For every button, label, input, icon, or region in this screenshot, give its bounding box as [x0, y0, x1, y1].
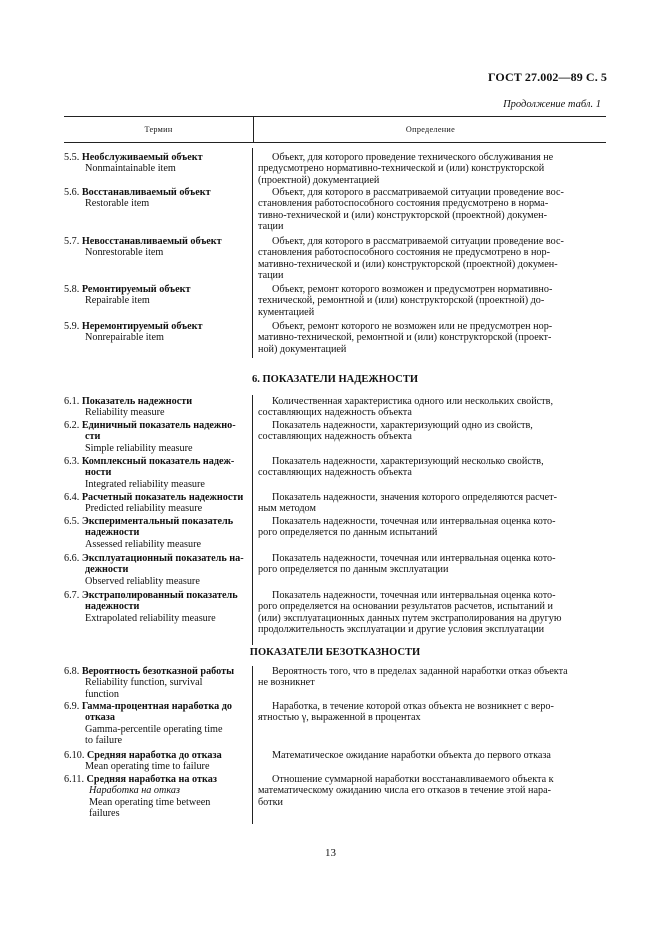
- definition-6-5: Показатель надежности, точечная или интервальная оценка кото- рого определяется по данным испытаний: [258, 516, 556, 539]
- page-number: 13: [325, 847, 336, 859]
- table-continuation-label: Продолжение табл. 1: [503, 99, 601, 110]
- definition-6-10: Математическое ожидание наработки объекта до первого отказа: [272, 750, 551, 761]
- term-6-1: 6.1. Показатель надежности Reliability measure: [64, 396, 193, 419]
- term-ru: Ремонтируемый объект: [81, 284, 191, 295]
- term-6-6: 6.6. Эксплуатационный показатель на- дежности Observed reliablity measure: [64, 553, 244, 587]
- term-number: 5.6.: [64, 187, 80, 198]
- definition-6-11: Отношение суммарной наработки восстанавливаемого объекта к математическому ожиданию числа его отказов в течение этой нара- ботки: [258, 774, 554, 808]
- definition-6-9: Наработка, в течение которой отказ объекта не возникнет с веро- ятностью γ, выраженной в процентах: [258, 701, 554, 724]
- definition-6-8: Вероятность того, что в пределах заданной наработки отказ объекта не возникнет: [258, 666, 568, 689]
- term-ru: Восстанавливаемый объект: [81, 187, 211, 198]
- term-en: Restorable item: [85, 198, 150, 210]
- term-en: Nonmaintainable item: [85, 163, 176, 175]
- definition-5-8: Объект, ремонт которого возможен и предусмотрен нормативно- технической, ремонтной и (или) конструкторской (проектной) до- кументацией: [258, 284, 553, 318]
- term-6-3: 6.3. Комплексный показатель надеж- ности Integrated reliability measure: [64, 456, 235, 490]
- term-6-10: 6.10. Средняя наработка до отказа Mean operating time to failure: [64, 750, 222, 773]
- term-number: 5.7.: [64, 236, 80, 247]
- definition-6-7: Показатель надежности, точечная или интервальная оценка кото- рого определяется на основании результатов расчетов, испытаний и (или) эксплуатационных данных путем экстраполирования на другую продолжительность эксплуатации и другие условия эксплуатации: [258, 590, 562, 636]
- term-5-5: [64, 152, 250, 175]
- definition-6-3: Показатель надежности, характеризующий несколько свойств, составляющих надежность объекта: [258, 456, 544, 479]
- term-5-7: [64, 236, 250, 259]
- definition-6-6: Показатель надежности, точечная или интервальная оценка кото- рого определяется по данным эксплуатации: [258, 553, 556, 576]
- definition-5-6: Объект, для которого в рассматриваемой ситуации проведение вос- становления работоспособного состояния предусмотрено в норма- тивно-технической и (или) конструкторской (проектной) докумен- тации: [258, 187, 564, 233]
- term-5-9: [64, 321, 250, 344]
- column-header-definition: Определение: [253, 117, 607, 142]
- term-6-8: 6.8. Вероятность безотказной работы Reliability function, survival function: [64, 666, 235, 700]
- column-header-term: Термин: [144, 125, 173, 134]
- term-en: Nonrestorable item: [85, 247, 164, 259]
- term-6-5: 6.5. Экспериментальный показатель надежности Assessed reliability measure: [64, 516, 234, 550]
- definition-5-7: Объект, для которого в рассматриваемой ситуации проведение вос- становления работоспособного состояния не предусмотрено в нор- мативно-технической и (или) конструкторской (проектной) докумен- тации: [258, 236, 564, 282]
- term-en: Repairable item: [85, 295, 150, 307]
- column-divider: [252, 148, 253, 358]
- definition-5-5: Объект, для которого проведение технического обслуживания не предусмотрено нормативно-технической и (или) конструкторской (проектной) документацией: [258, 152, 554, 186]
- section-heading: ПОКАЗАТЕЛИ БЕЗОТКАЗНОСТИ: [249, 647, 421, 658]
- term-6-9: 6.9. Гамма-процентная наработка до отказа Gamma-percentile operating time to failure: [64, 701, 232, 747]
- definition-6-1: Количественная характеристика одного или нескольких свойств, составляющих надежность объекта: [258, 396, 553, 419]
- table-header: [64, 116, 606, 143]
- standard-header: ГОСТ 27.002—89 С. 5: [487, 70, 607, 84]
- term-6-7: 6.7. Экстраполированный показатель надежности Extrapolated reliability measure: [64, 590, 238, 624]
- term-6-4: 6.4. Расчетный показатель надежности Predicted reliability measure: [64, 492, 244, 515]
- term-5-6: [64, 187, 250, 210]
- section-heading: 6. ПОКАЗАТЕЛИ НАДЕЖНОСТИ: [251, 374, 419, 385]
- definition-6-2: Показатель надежности, характеризующий одно из свойств, составляющих надежность объекта: [258, 420, 533, 443]
- term-ru: Невосстанавливаемый объект: [81, 236, 222, 247]
- term-number: 5.8.: [64, 284, 80, 295]
- column-divider: [252, 666, 253, 824]
- term-6-11: 6.11. Средняя наработка на отказ Наработка на отказ Mean operating time between failures: [64, 774, 217, 820]
- term-number: 5.5.: [64, 152, 80, 163]
- term-en: Nonrepairable item: [85, 332, 164, 344]
- term-ru: Необслуживаемый объект: [81, 152, 203, 163]
- term-number: 5.9.: [64, 321, 80, 332]
- definition-5-9: Объект, ремонт которого не возможен или не предусмотрен нор- мативно-технической, ремонтной и (или) конструкторской (проект- ной) документацией: [258, 321, 553, 355]
- column-divider: [252, 395, 253, 645]
- term-6-2: 6.2. Единичный показатель надежно- сти Simple reliability measure: [64, 420, 236, 454]
- term-5-8: [64, 284, 250, 307]
- term-ru: Неремонтируемый объект: [81, 321, 203, 332]
- definition-6-4: Показатель надежности, значения которого определяются расчет- ным методом: [258, 492, 557, 515]
